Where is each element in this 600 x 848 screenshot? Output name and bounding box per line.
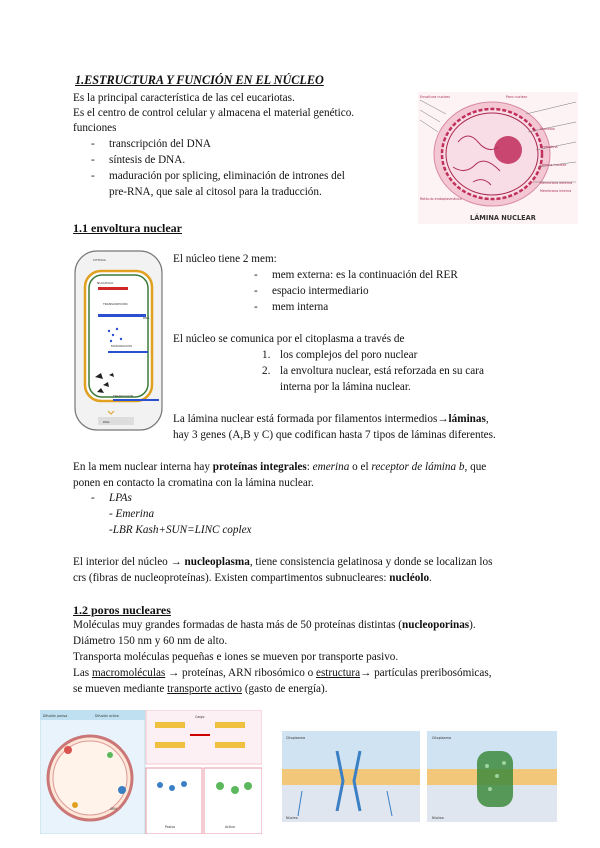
transport-diagram-figure [40,710,262,834]
function-item: síntesis de DNA. [109,154,186,166]
fig-label: Difusión pasiva [43,714,68,718]
function-item: maduración por splicing, eliminación de intrones del [109,170,345,182]
fig-label: TRADUCCIÓN [113,394,134,398]
cell-schematic-figure [73,249,164,432]
page-title: 1.ESTRUCTURA Y FUNCIÓN EN EL NÚCLEO [75,73,324,87]
sub-item: - Emerina [109,508,155,520]
fig-label: Activo [225,825,235,829]
lamina-paragraph-2: hay 3 genes (A,B y C) que codifican hasta 7 tipos de láminas diferentes. [173,429,496,441]
fig-label: Núcleo [286,816,298,820]
pores-line-2: Diámetro 150 nm y 60 nm de alto. [73,635,228,647]
fig-label: Cargo [195,715,205,719]
fig-label: Nucleolo [540,127,555,131]
nucleoplasm-line2: crs (fibras de nucleoproteínas). Existen compartimentos subnucleares: nucléolo. [73,572,432,584]
fig-label: TRANSCRIPCIÓN [103,302,128,306]
bullet-dash: - [91,492,95,504]
fig-label: Citoplasma [286,736,306,740]
mem-item: mem interna [272,301,329,313]
sub-item: -LBR Kash+SUN=LINC coplex [109,524,252,536]
bullet-dash: - [254,285,258,297]
fig-label: Lámina nuclear [540,163,567,167]
integral-proteins-paragraph: En la mem nuclear interna hay proteínas integrales: emerina o el receptor de lámina b, que [73,461,487,473]
fig-label: ARN [110,807,117,811]
fig-label: NUCLEOLO [97,281,114,285]
intro-line-2: Es el centro de control celular y almacena el material genético. [73,107,355,119]
nuclear-lamina-figure [418,92,578,224]
section-heading-1-1: 1.1 envoltura nuclear [73,221,182,235]
nuclear-pore-figure [282,731,557,822]
section-heading-1-2: 1.2 poros nucleares [73,603,171,617]
function-item: pre-RNA, que sale al citosol para la traducción. [109,186,322,198]
fig-label: RNA [143,316,150,320]
bullet-dash: - [254,301,258,313]
bullet-dash: - [91,170,95,182]
sub-item: LPAs [109,492,132,504]
bullet-dash: - [254,269,258,281]
mem-item: mem externa: es la continuación del RER [272,269,458,281]
fig-label: Pasivo [165,825,176,829]
fig-label: Retículo endoplasmático [420,197,462,201]
lamina-paragraph: La lámina nuclear está formada por filamentos intermedios→láminas, [173,413,489,425]
function-item: transcripción del DNA [109,138,211,150]
pores-line-1: Moléculas muy grandes formadas de hasta más de 50 proteínas distintas (nucleoporinas). [73,619,476,631]
pores-line-4: Las macromoléculas → proteínas, ARN ribosómico o estructura→ partículas preribosómicas, [73,667,492,679]
intro-line-3: funciones [73,122,117,134]
fig-label: Envoltura nuclear [420,95,451,99]
fig-label: Cromatina [540,145,558,149]
fig-label: CITOSOL [93,258,107,262]
fig-label: DNA [103,420,110,424]
figure-caption: LÁMINA NUCLEAR [470,214,536,222]
fig-label: Citoplasma [432,736,452,740]
bullet-dash: - [91,138,95,150]
fig-label: Membrana interna [540,189,572,193]
pores-line-5: se mueven mediante transporte activo (gasto de energía). [73,683,328,695]
fig-label: Poro nuclear [506,95,528,99]
numbered-marker: 2. [262,365,271,377]
pores-line-3: Transporta moléculas pequeñas e iones se mueven por transporte pasivo. [73,651,399,663]
comunica-line: El núcleo se comunica por el citoplasma a través de [173,333,405,345]
intro-line-1: Es la principal característica de las cel eucariotas. [73,92,295,104]
mem-item: espacio intermediario [272,285,369,297]
bullet-dash: - [91,154,95,166]
numbered-marker: 1. [262,349,271,361]
numbered-item: la envoltura nuclear, está reforzada en su cara [280,365,484,377]
mem-intro: El núcleo tiene 2 mem: [173,253,277,265]
numbered-item: los complejos del poro nuclear [280,349,418,361]
integral-proteins-line2: ponen en contacto la cromatina con la lámina nuclear. [73,477,314,489]
numbered-item-cont: interna por la lámina nuclear. [280,381,411,393]
fig-label: Difusión activa [95,714,119,718]
fig-label: Membrana externa [540,181,573,185]
fig-label: Núcleo [432,816,444,820]
nucleoplasm-paragraph: El interior del núcleo → nucleoplasma, tiene consistencia gelatinosa y donde se localizan los [73,556,493,568]
fig-label: MADURACIÓN [111,344,132,348]
